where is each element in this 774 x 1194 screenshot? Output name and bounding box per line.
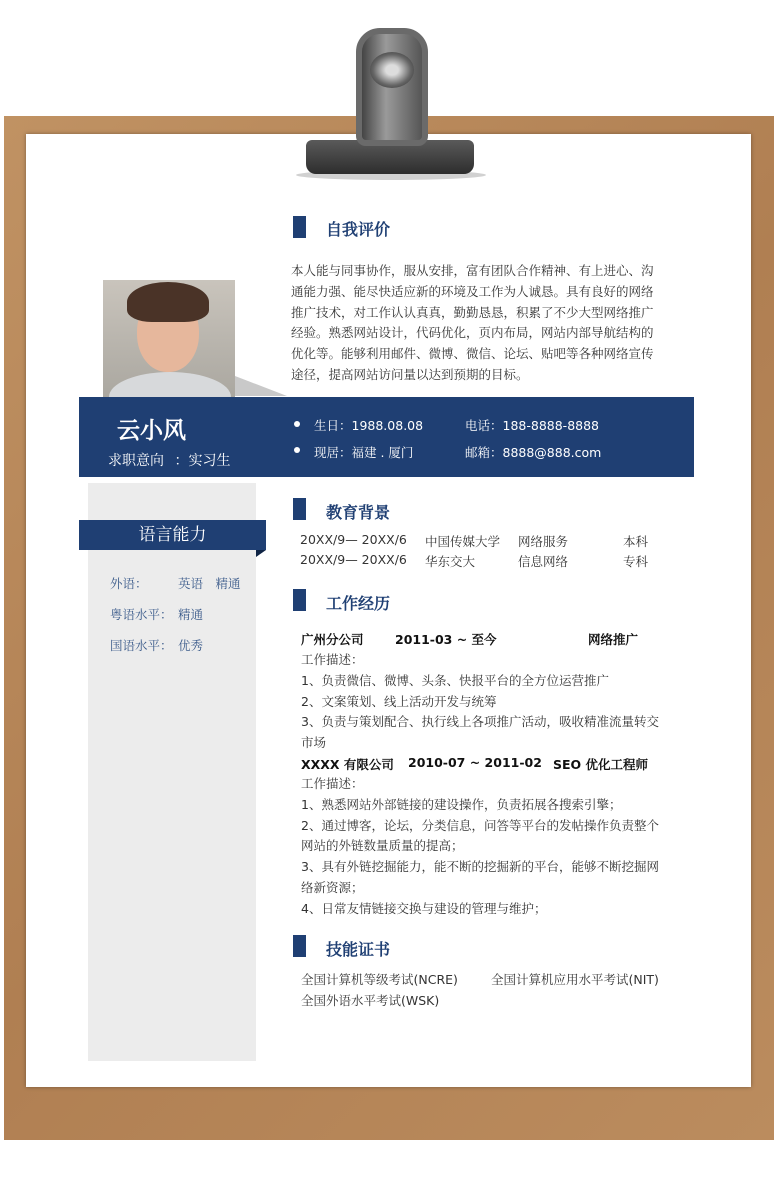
- self-eval-line: 途径，提高网站访问量以达到预期的目标。: [291, 366, 529, 382]
- job-desc-line: 3、具有外链挖掘能力，能不断的挖掘新的平台，能够不断挖掘网: [301, 859, 659, 875]
- phone-info: 电话：188-8888-8888: [465, 418, 600, 433]
- job-desc-label: 工作描述：: [301, 652, 364, 667]
- job-intent: [108, 450, 230, 470]
- bullet-icon: [294, 447, 300, 453]
- work-title: 工作经历: [326, 594, 391, 613]
- lang-value: 精通: [178, 607, 204, 622]
- section-marker: [293, 498, 306, 520]
- birth-info: 生日：1988.08.08: [314, 418, 424, 433]
- job-intent-label: 求职意向: [108, 453, 164, 469]
- job-description: [301, 650, 681, 754]
- edu-degree: 本科: [623, 534, 649, 549]
- residence-info: 现居：福建 . 厦门: [314, 445, 414, 460]
- skill-item: 全国计算机应用水平考试(NIT): [491, 972, 659, 987]
- job-desc-line: 市场: [301, 735, 327, 751]
- education-title: 教育背景: [326, 503, 391, 522]
- job-desc-line: 4、日常友情链接交换与建设的管理与维护；: [301, 900, 547, 916]
- job-company: 广州分公司: [301, 632, 364, 647]
- job-period: 2010-07 ~ 2011-02: [408, 755, 542, 770]
- section-marker: [293, 216, 306, 238]
- self-eval-line: 推广技术，对工作认认真真，勤勤恳恳，积累了不少大型网络推广: [291, 304, 654, 320]
- self-eval-line: 通能力强、能尽快适应新的环境及工作为人诚恳。具有良好的网络: [291, 283, 654, 299]
- lang-value: 英语 精通: [178, 576, 241, 591]
- edu-school: 中国传媒大学: [425, 534, 501, 549]
- edu-major: 信息网络: [518, 554, 569, 569]
- skill-item: 全国外语水平考试(WSK): [301, 993, 440, 1008]
- job-role: SEO 优化工程师: [553, 757, 649, 772]
- job-desc-line: 1、熟悉网站外部链接的建设操作，负责拓展各搜索引擎；: [301, 796, 622, 812]
- edu-school: 华东交大: [425, 554, 476, 569]
- edu-period: 20XX/9— 20XX/6: [300, 552, 407, 567]
- job-description: [301, 774, 681, 920]
- profile-photo: [103, 280, 235, 406]
- sidebar-panel: [88, 483, 256, 1061]
- job-desc-label: 工作描述：: [301, 776, 364, 791]
- self-eval-line: 优化等。能够利用邮件、微博、微信、论坛、贴吧等各种网络宣传: [291, 346, 654, 362]
- language-title: 语言能力: [79, 520, 266, 550]
- edu-major: 网络服务: [518, 534, 569, 549]
- lang-value: 优秀: [178, 638, 204, 653]
- person-name: 云小风: [117, 418, 186, 444]
- self-eval-title: 自我评价: [326, 220, 391, 239]
- section-marker: [293, 589, 306, 611]
- lang-label: 粤语水平：: [110, 607, 173, 622]
- job-company: XXXX 有限公司: [301, 757, 394, 772]
- section-marker: [293, 935, 306, 957]
- bullet-icon: [294, 421, 300, 427]
- skills-title: 技能证书: [326, 940, 391, 959]
- lang-label: 国语水平：: [110, 638, 173, 653]
- self-eval-text: [291, 261, 671, 386]
- job-desc-line: 网站的外链数量质量的提高；: [301, 838, 464, 854]
- banner-fold: [256, 550, 266, 557]
- self-eval-line: 本人能与同事协作，服从安排，富有团队合作精神、有上进心、沟: [291, 263, 654, 278]
- job-desc-line: 2、通过博客，论坛，分类信息，问答等平台的发帖操作负责整个: [301, 817, 659, 833]
- edu-degree: 专科: [623, 554, 649, 569]
- job-intent-value: ：实习生: [174, 453, 231, 469]
- email-info: 邮箱：8888@888.com: [465, 445, 602, 460]
- binder-clip-ring: [370, 52, 414, 88]
- lang-label: 外语：: [110, 576, 148, 591]
- self-eval-line: 经验。熟悉网站设计，代码优化，页内布局，网站内部导航结构的: [291, 325, 654, 341]
- job-desc-line: 1、负责微信、微博、头条、快报平台的全方位运营推广: [301, 672, 609, 688]
- job-desc-line: 3、负责与策划配合、执行线上各项推广活动，吸收精准流量转交: [301, 714, 659, 730]
- job-role: 网络推广: [588, 632, 639, 647]
- photo-fold: [235, 376, 287, 396]
- edu-period: 20XX/9— 20XX/6: [300, 532, 407, 547]
- job-desc-line: 2、文案策划、线上活动开发与统筹: [301, 693, 497, 709]
- job-period: 2011-03 ~ 至今: [395, 632, 497, 647]
- job-desc-line: 络新资源；: [301, 879, 364, 895]
- skill-item: 全国计算机等级考试(NCRE): [301, 972, 458, 987]
